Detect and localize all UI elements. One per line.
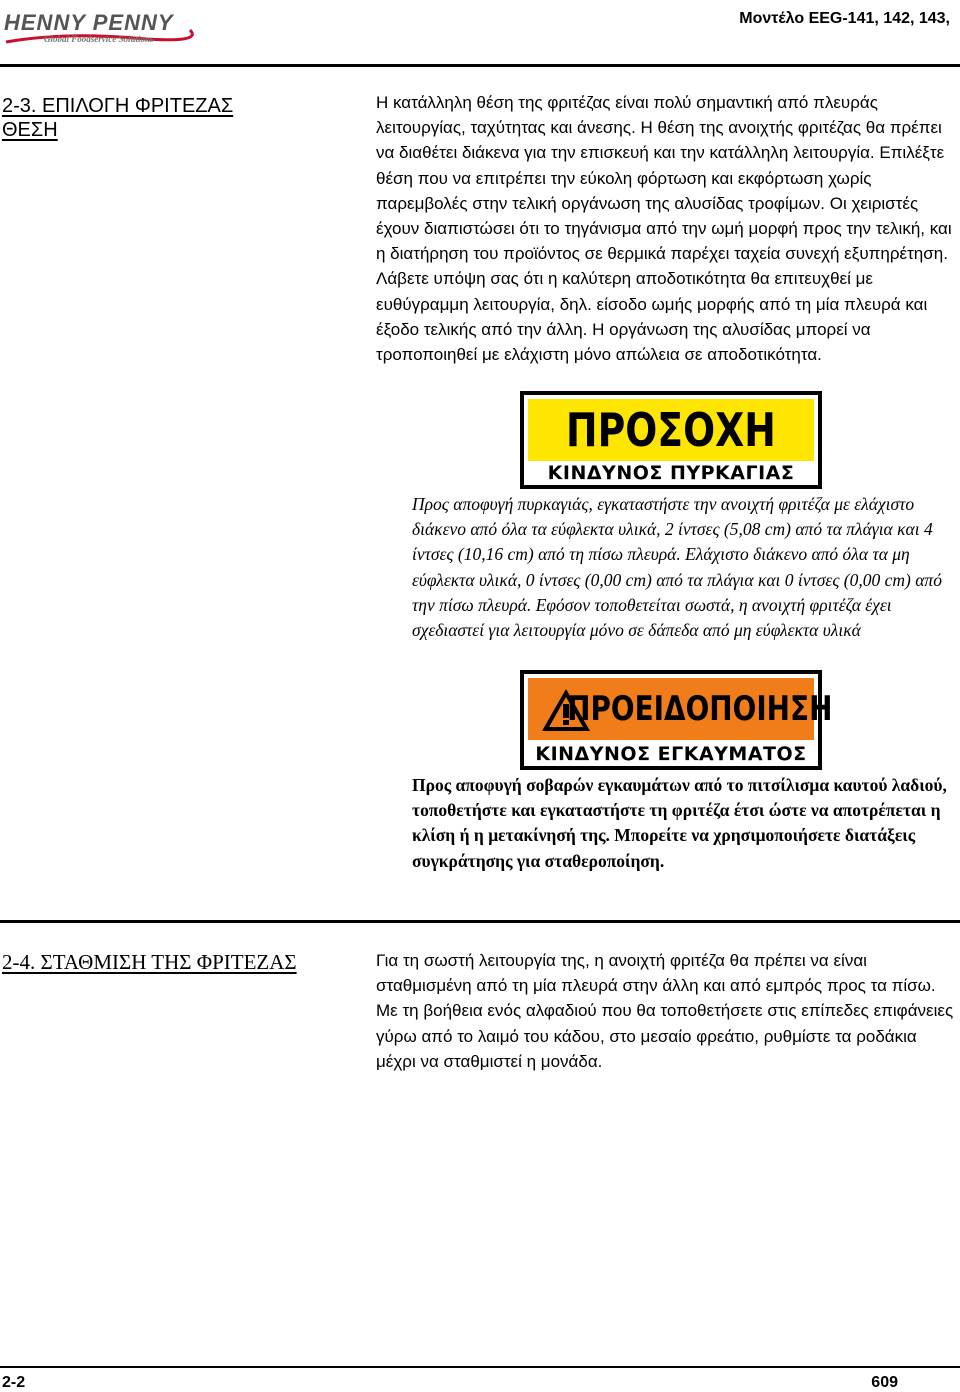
caution-sign-banner xyxy=(528,399,814,461)
section-divider xyxy=(0,920,960,923)
section-2-4-body: Για τη σωστή λειτουργία της, η ανοιχτή φριτέζα θα πρέπει να είναι σταθμισμένη από τη μία πλευρά στην άλλη και από εμπρός προς τα πίσω. Με τη βοήθεια ενός αλφαδιού που θα τοποθετήσετε στις επίπεδες επιφάνειες γύρω από το λαιμό του κάδου, στο μεσαίο φρεάτιο, ρυθμίστε τα ροδάκια μέχρι να σταθμιστεί η μονάδα. xyxy=(376,951,954,1071)
section-2-3-title xyxy=(2,94,233,142)
warning-sign-hazard: ΚΙΝΔΥΝΟΣ ΕΓΚΑΥΜΑΤΟΣ xyxy=(535,743,807,765)
caution-sign-hazard: ΚΙΝΔΥΝΟΣ ΠΥΡΚΑΓΙΑΣ xyxy=(547,462,795,484)
model-number: Μοντέλο EEG-141, 142, 143, xyxy=(739,10,950,27)
warning-text: Προς αποφυγή σοβαρών εγκαυμάτων από το πιτσίλισμα καυτού λαδιού, τοποθετήστε και εγκαταστήστε τη φριτέζα έτσι ώστε να αποτρέπεται η κλίση ή η μετακίνησή της. Μπορείτε να χρησιμοποιήσετε διατάξεις συγκράτησης για σταθεροποίηση. xyxy=(412,775,947,871)
footer-divider xyxy=(0,1366,960,1368)
logo-wordmark: HENNY PENNY xyxy=(4,10,174,35)
page-number-left: 2-2 xyxy=(2,1374,26,1391)
caution-sign xyxy=(520,391,822,489)
header-divider xyxy=(0,64,960,67)
caution-text: Προς αποφυγή πυρκαγιάς, εγκαταστήστε την ανοιχτή φριτέζα με ελάχιστο διάκενο από όλα τα εύφλεκτα υλικά, 2 ίντσες (5,08 cm) από τα πλάγια και 4 ίντσες (10,16 cm) από τη πίσω πλευρά. Ελάχιστο διάκενο από όλα τα μη εύφλεκτα υλικά, 0 ίντσες (0,00 cm) από τα πλάγια και 0 ίντσες (0,00 cm) από την πίσω πλευρά. Εφόσον τοποθετείται σωστά, η ανοιχτή φριτέζα έχει σχεδιαστεί για λειτουργία μόνο σε δάπεδα από μη εύφλεκτα υλικά xyxy=(412,494,942,641)
section-2-3-title-line1: 2-3. ΕΠΙΛΟΓΗ ΦΡΙΤΕΖΑΣ xyxy=(2,95,234,117)
henny-penny-logo xyxy=(4,8,194,48)
warning-sign xyxy=(520,670,833,770)
warning-sign-banner xyxy=(528,678,833,740)
caution-sign-word: ΠΡΟΣΟΧΗ xyxy=(566,403,776,457)
section-2-3-title-line2: ΘΕΣΗ xyxy=(2,119,58,141)
page-header xyxy=(0,0,960,60)
section-2-4-title: 2-4. ΣΤΑΘΜΙΣΗ ΤΗΣ ΦΡΙΤΕΖΑΣ xyxy=(2,950,297,974)
logo-tagline: Global Foodservice Solutions xyxy=(44,34,154,44)
warning-sign-word: ΠΡΟΕΙΔΟΠΟΙΗΣΗ xyxy=(567,689,833,729)
section-2-3-body: Η κατάλληλη θέση της φριτέζας είναι πολύ σημαντική από πλευράς λειτουργίας, ταχύτητας και άνεσης. Η θέση της ανοιχτής φριτέζας θα πρέπει να διαθέτει διάκενα για την επισκευή και την κατάλληλη λειτουργία. Επιλέξτε θέση που να επιτρέπει την εύκολη φόρτωση και εκφόρτωση χωρίς παρεμβολές στην τελική οργάνωση της αλυσίδας τροφίμων. Οι χειριστές έχουν διαπιστώσει ότι το τηγάνισμα από την ωμή μορφή προς την τελική, και η διατήρηση του προϊόντος σε θερμικά παρέχει ταχεία συνεχή εξυπηρέτηση. Λάβετε υπόψη σας ότι η καλύτερη αποδοτικότητα θα επιτευχθεί με ευθύγραμμη λειτουργία, δηλ. είσοδο ωμής μορφής από τη μία πλευρά και έξοδο τελικής από την άλλη. Η οργάνωση της αλυσίδας μπορεί να τροποποιηθεί με ελάχιστη μόνο απώλεια σε αποδοτικότητα. xyxy=(376,93,952,365)
page-number-right: 609 xyxy=(871,1374,898,1391)
